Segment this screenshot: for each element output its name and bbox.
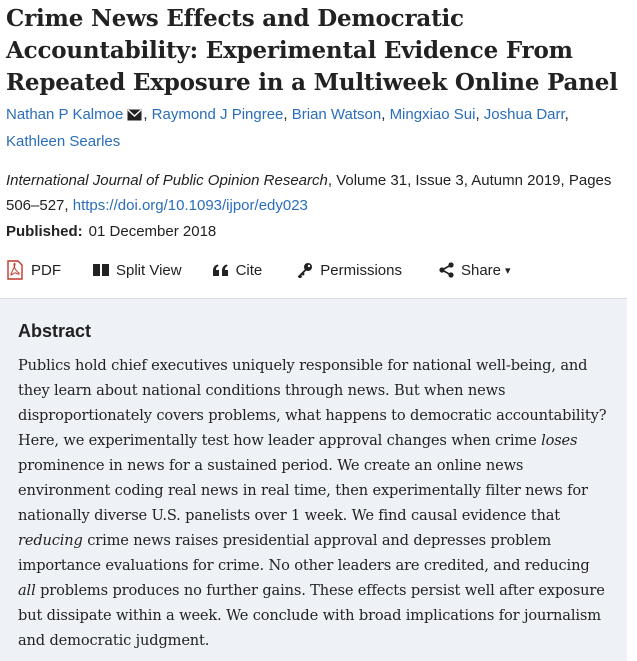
pdf-label: PDF: [31, 261, 61, 279]
abstract-heading: Abstract: [18, 321, 92, 341]
author-link[interactable]: Kathleen Searles: [6, 133, 121, 150]
share-button[interactable]: [439, 262, 511, 279]
pdf-icon: [6, 260, 31, 280]
split-view-button[interactable]: [93, 262, 182, 279]
published-date: [6, 220, 634, 244]
published-value: 01 December 2018: [88, 223, 217, 240]
share-label: Share: [460, 261, 501, 279]
citation: [6, 168, 634, 218]
author-link[interactable]: Nathan P Kalmoe: [6, 106, 124, 123]
article-toolbar: [0, 258, 511, 282]
abstract-emphasis: reducing: [18, 532, 83, 549]
author-link[interactable]: Mingxiao Sui: [389, 106, 476, 123]
author-separator: ,: [381, 106, 386, 123]
author-separator: ,: [475, 106, 480, 123]
journal-name: International Journal of Public Opinion Research: [6, 172, 328, 189]
doi-link[interactable]: https://doi.org/10.1093/ijpor/edy023: [72, 197, 308, 214]
key-icon: [297, 262, 320, 278]
abstract-section: [0, 298, 627, 661]
author-list: [6, 102, 634, 154]
published-label: Published:: [6, 223, 83, 240]
pdf-button[interactable]: [6, 260, 61, 280]
permissions-button[interactable]: [297, 262, 402, 279]
author-link[interactable]: Raymond J Pingree: [151, 106, 284, 123]
abstract-emphasis: all: [18, 582, 36, 599]
share-icon: [439, 262, 461, 278]
quote-icon: [212, 264, 236, 277]
abstract-segment: crime news raises presidential approval and depresses problem importance evaluations for crime. No other leaders are credited, and reducing: [18, 532, 590, 574]
split-view-label: Split View: [116, 261, 182, 279]
author-separator: ,: [143, 106, 148, 123]
author-link[interactable]: Joshua Darr: [483, 106, 565, 123]
cite-button[interactable]: [212, 262, 263, 279]
cite-label: Cite: [235, 261, 263, 279]
citation-details: , Volume 31, Issue 3, Autumn 2019, Pages 506–527,: [6, 172, 612, 214]
abstract-segment: Publics hold chief executives uniquely responsible for national well-being, and they learn about national conditions through news. But when news disproportionately covers problems, what happens to democratic accountability? Here, we experimentally test how leader approval changes when crime: [18, 357, 607, 449]
article-title: Crime News Effects and Democratic Accountability: Experimental Evidence From Repeated Exposure in a Multiweek Online Panel: [6, 5, 618, 96]
author-separator: ,: [283, 106, 288, 123]
author-link[interactable]: Brian Watson: [291, 106, 382, 123]
permissions-label: Permissions: [320, 261, 402, 279]
envelope-icon[interactable]: [127, 104, 142, 129]
abstract-segment: problems produces no further gains. These effects persist well after exposure but dissipate within a week. We conclude with broad implications for journalism and democratic judgment.: [18, 582, 605, 649]
article-header: [6, 0, 634, 244]
abstract-segment: prominence in news for a sustained period. We create an online news environment coding real news in real time, then experimentally filter news for nationally diverse U.S. panelists over 1 week. We find causal evidence that: [18, 457, 588, 524]
chevron-down-icon: ▾: [505, 264, 511, 277]
author-separator: ,: [564, 106, 569, 123]
split-view-icon: [93, 263, 116, 277]
abstract-emphasis: loses: [541, 432, 578, 449]
abstract-text: [18, 353, 611, 653]
